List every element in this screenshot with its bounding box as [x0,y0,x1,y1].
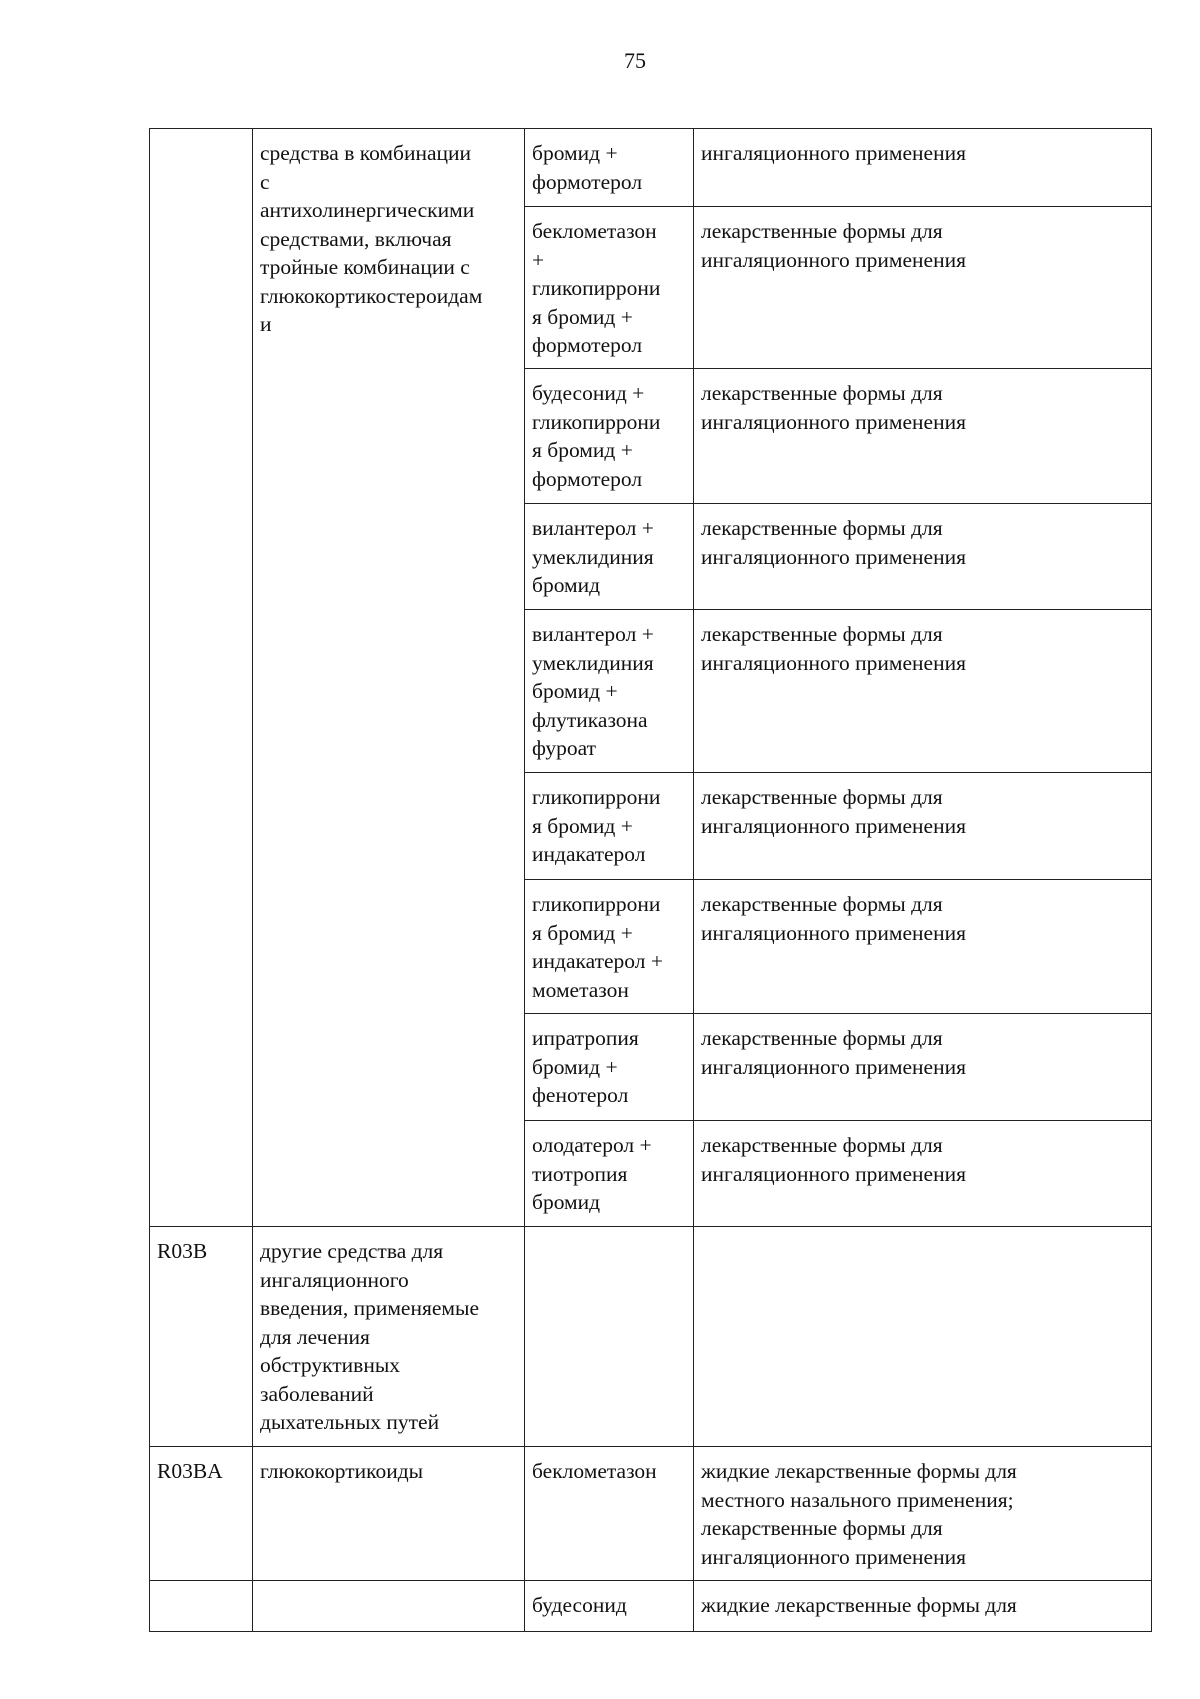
table-row [150,129,1152,207]
table-row [150,1227,1152,1447]
dosage-form-cell: ингаляционного применения [694,129,1152,207]
group-name-cell: глюкокортикоиды [253,1447,525,1581]
atc-code-cell: R03BA [150,1447,253,1581]
drug-name-cell: будесонид [525,1581,694,1632]
drug-name-cell: беклометазон + гликопиррони я бромид + формотерол [525,207,694,369]
drug-name-cell: вилантерол + умеклидиния бромид [525,504,694,610]
dosage-form-cell: лекарственные формы для ингаляционного применения [694,369,1152,504]
dosage-form-cell: лекарственные формы для ингаляционного применения [694,1121,1152,1227]
table-row [150,1447,1152,1581]
drug-name-cell: беклометазон [525,1447,694,1581]
page-number: 75 [624,48,646,73]
atc-code-cell [150,1581,253,1632]
dosage-form-cell: лекарственные формы для ингаляционного применения [694,1014,1152,1121]
group-name-cell: средства в комбинации с антихолинергическими средствами, включая тройные комбинации с глюкокортикостероидам и [253,129,525,1227]
drug-name-cell: будесонид + гликопиррони я бромид + формотерол [525,369,694,504]
drug-name-cell: гликопиррони я бромид + индакатерол [525,773,694,880]
dosage-form-cell: лекарственные формы для ингаляционного применения [694,504,1152,610]
drug-name-cell: бромид + формотерол [525,129,694,207]
drug-name-cell: олодатерол + тиотропия бромид [525,1121,694,1227]
dosage-form-cell [694,1227,1152,1447]
dosage-form-cell: лекарственные формы для ингаляционного применения [694,207,1152,369]
dosage-form-cell: лекарственные формы для ингаляционного применения [694,773,1152,880]
dosage-form-cell: лекарственные формы для ингаляционного применения [694,880,1152,1014]
group-name-cell [253,1581,525,1632]
drug-name-cell: вилантерол + умеклидиния бромид + флутиказона фуроат [525,610,694,773]
group-name-cell: другие средства для ингаляционного введения, применяемые для лечения обструктивных заболеваний дыхательных путей [253,1227,525,1447]
drug-name-cell: гликопиррони я бромид + индакатерол + мометазон [525,880,694,1014]
dosage-form-cell: лекарственные формы для ингаляционного применения [694,610,1152,773]
table-row [150,1581,1152,1632]
dosage-form-cell: жидкие лекарственные формы для местного назального применения; лекарственные формы для ингаляционного применения [694,1447,1152,1581]
dosage-form-cell: жидкие лекарственные формы для [694,1581,1152,1632]
atc-code-cell: R03B [150,1227,253,1447]
drug-classification-table [149,128,1152,1632]
atc-code-cell [150,129,253,1227]
drug-name-cell [525,1227,694,1447]
drug-name-cell: ипратропия бромид + фенотерол [525,1014,694,1121]
